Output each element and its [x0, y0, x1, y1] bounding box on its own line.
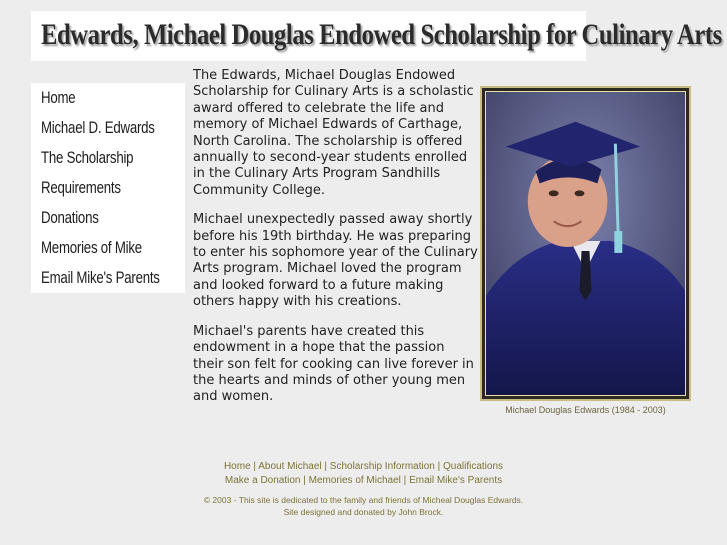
- footer-link-home[interactable]: Home: [223, 461, 251, 472]
- footer-separator: |: [400, 475, 410, 486]
- nav-item-scholarship[interactable]: [31, 143, 185, 173]
- portrait-image: [486, 92, 685, 395]
- nav-item-memories[interactable]: [31, 233, 185, 263]
- copyright-text: © 2003 - This site is dedicated to the family and friends of Micheal Douglas Edwards.: [203, 495, 524, 505]
- story-paragraph: Michael unexpectedly passed away shortly before his 19th birthday. He was preparing to enter his sophomore year of the Culinary Arts program. Michael loved the program and looked forward to a future making others happy with his creations.: [193, 212, 478, 310]
- footer-link-email[interactable]: Email Mike's Parents: [409, 475, 503, 486]
- header-banner: [31, 11, 722, 61]
- nav-link-home[interactable]: Home: [41, 88, 76, 107]
- nav-item-home[interactable]: [31, 83, 185, 113]
- footer-link-memories[interactable]: Memories of Michael: [308, 475, 401, 486]
- nav-link-donations[interactable]: Donations: [41, 208, 99, 227]
- footer-separator: |: [434, 461, 443, 472]
- portrait-frame: [480, 86, 691, 401]
- main-content: [193, 68, 478, 419]
- footer-nav-row2: [0, 475, 727, 486]
- designer-credit: Site designed and donated by John Brock.: [283, 507, 444, 517]
- footer-separator: |: [250, 461, 259, 472]
- nav-item-michael[interactable]: [31, 113, 185, 143]
- nav-link-requirements[interactable]: Requirements: [41, 178, 121, 197]
- page-title: Edwards, Michael Douglas Endowed Scholarship for Culinary Arts: [41, 18, 722, 51]
- footer-link-donation[interactable]: Make a Donation: [224, 475, 301, 486]
- graduation-portrait: [485, 91, 686, 396]
- footer-separator: |: [300, 475, 309, 486]
- footer-link-qualifications[interactable]: Qualifications: [443, 461, 504, 472]
- nav-link-scholarship[interactable]: The Scholarship: [41, 148, 134, 167]
- endowment-paragraph: Michael's parents have created this endowment in a hope that the passion their son felt for cooking can live forever in the hearts and minds of other young men and women.: [193, 323, 474, 405]
- sidebar-nav: [31, 83, 185, 293]
- portrait-caption: Michael Douglas Edwards (1984 - 2003): [505, 405, 666, 415]
- nav-item-donations[interactable]: [31, 203, 185, 233]
- footer-link-scholarship[interactable]: Scholarship Information: [329, 461, 435, 472]
- footer-nav-row1: [0, 461, 727, 472]
- nav-item-requirements[interactable]: [31, 173, 185, 203]
- intro-paragraph: The Edwards, Michael Douglas Endowed Scholarship for Culinary Arts is a scholastic award offered to celebrate the life and memory of Michael Edwards of Carthage, North Carolina. The scholarship is offered annually to second-year students enrolled in the Culinary Arts Program Sandhills Community College.: [193, 68, 474, 198]
- footer-separator: |: [321, 461, 330, 472]
- nav-link-memories[interactable]: Memories of Mike: [41, 238, 142, 257]
- footer-link-about[interactable]: About Michael: [258, 461, 322, 472]
- nav-link-michael[interactable]: Michael D. Edwards: [41, 118, 155, 137]
- nav-link-email[interactable]: Email Mike's Parents: [41, 268, 160, 287]
- nav-item-email[interactable]: [31, 263, 185, 293]
